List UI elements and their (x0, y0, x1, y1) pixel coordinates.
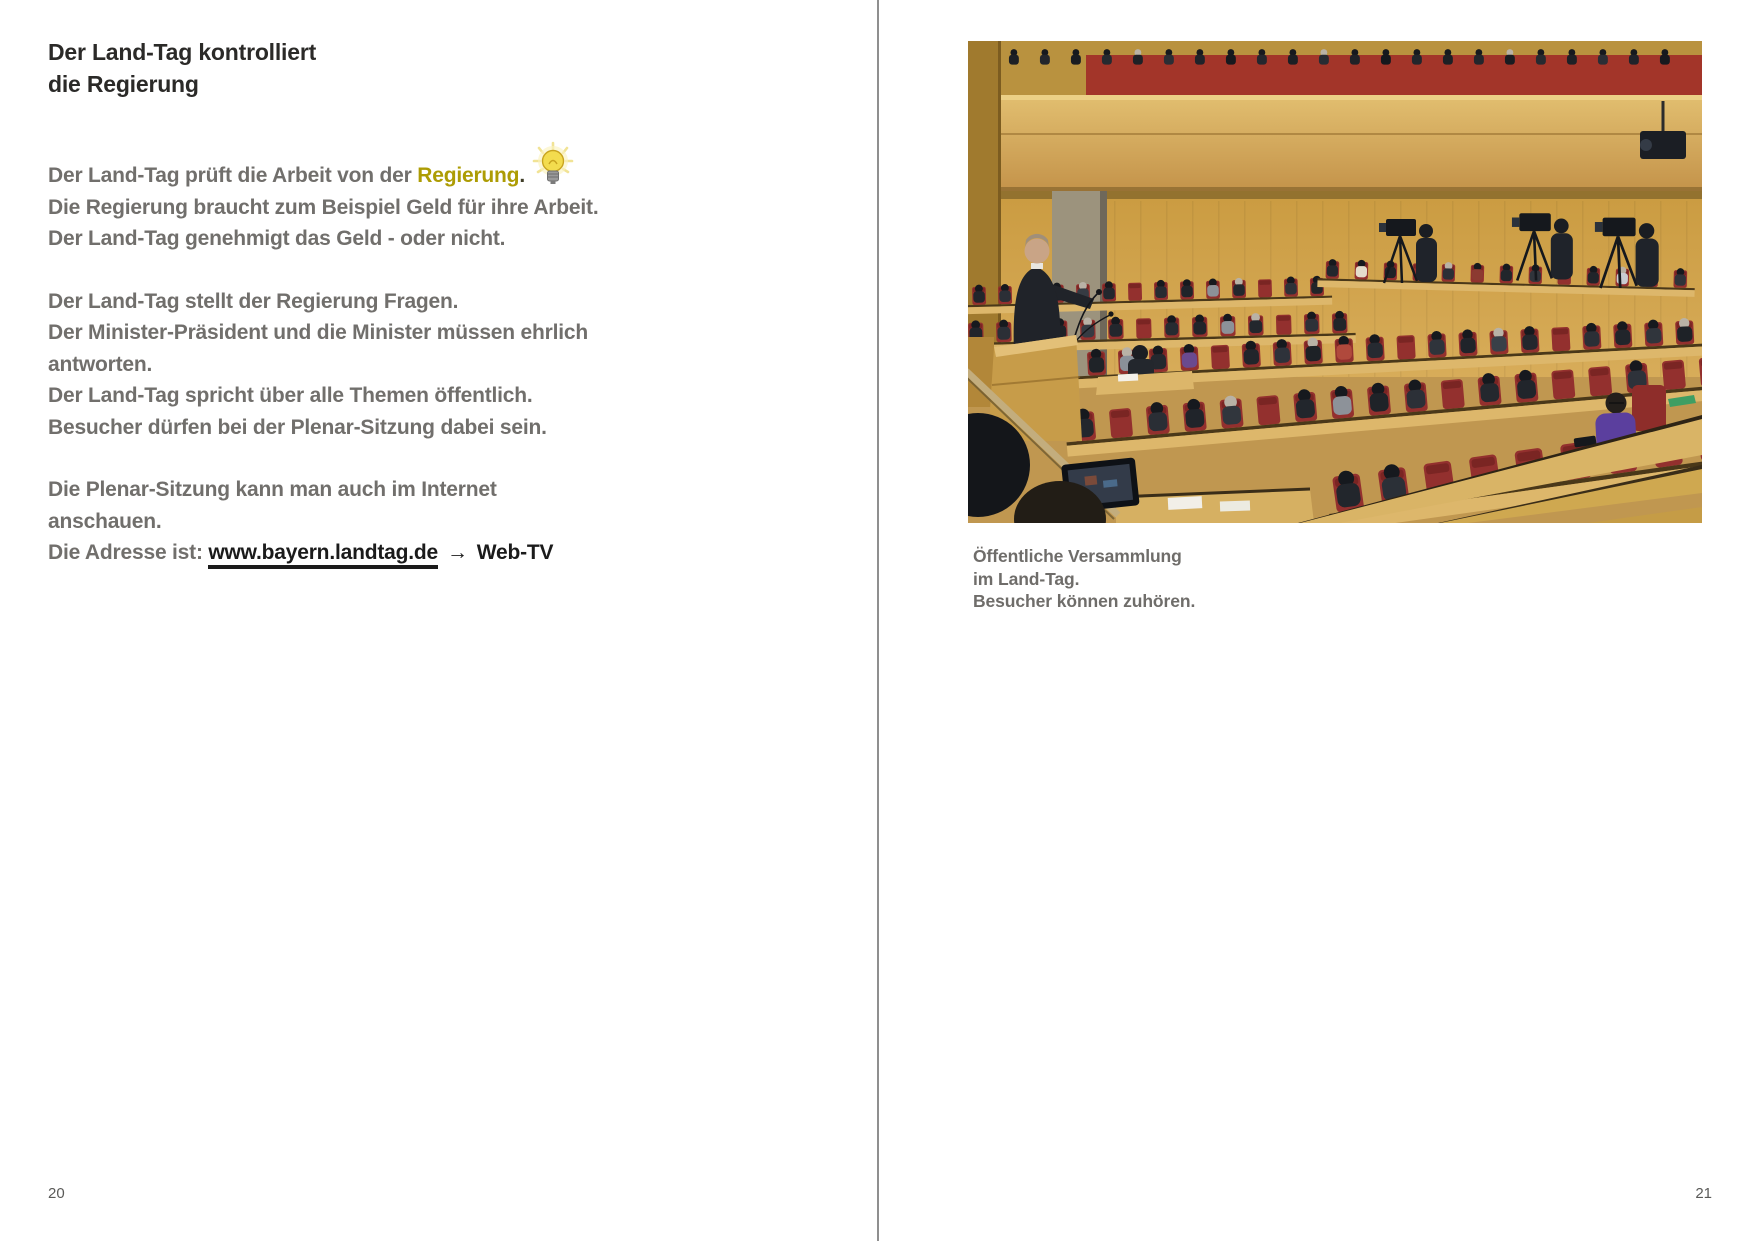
address-prefix: Die Adresse ist: (48, 541, 209, 564)
text-lead: Der Land-Tag prüft die Arbeit von der (48, 164, 418, 187)
highlight-period: . (519, 164, 525, 187)
page-title-line2: die Regierung (48, 71, 199, 97)
paragraph-2-line5: Besucher dürfen bei der Plenar-Sitzung dabei sein. (48, 415, 547, 439)
paragraph-2-line4: Der Land-Tag spricht über alle Themen öffentlich. (48, 384, 533, 407)
highlight-word: Regierung (417, 164, 520, 187)
paragraph-2-line2: Der Minister-Präsident und die Minister müssen ehrlich (48, 321, 588, 344)
paragraph-3-line1: Die Plenar-Sitzung kann man auch im Internet (48, 478, 497, 501)
caption-line3: Besucher können zuhören. (973, 591, 1196, 611)
address-line (48, 537, 738, 569)
paragraph-1-line3: Der Land-Tag genehmigt das Geld - oder nicht. (48, 227, 506, 250)
speaker-head (1025, 239, 1050, 264)
paragraph-3-line2: anschauen. (48, 509, 162, 533)
paragraph-2-line3: antworten. (48, 352, 153, 376)
page-title (48, 36, 316, 100)
caption-line1: Öffentliche Versammlung (973, 546, 1182, 566)
photo-caption (973, 545, 1195, 613)
body-text (48, 160, 738, 600)
page-number-left: 20 (48, 1185, 65, 1202)
plenary-hall-illustration (968, 41, 1702, 523)
paragraph-1-line2: Die Regierung braucht zum Beispiel Geld für ihre Arbeit. (48, 195, 599, 219)
page-number-right: 21 (1695, 1185, 1712, 1202)
paragraph-2 (48, 286, 738, 444)
landtag-url-link[interactable]: www.bayern.landtag.de (208, 541, 438, 569)
lightbulb-icon (530, 141, 576, 193)
paragraph-1-line1 (48, 160, 738, 192)
web-tv-label: Web-TV (476, 541, 554, 564)
paragraph-3 (48, 474, 738, 569)
page-divider (877, 0, 879, 1241)
caption-line2: im Land-Tag. (973, 568, 1080, 589)
gallery-red-band (1086, 55, 1702, 95)
arrow-right-icon: → (446, 541, 468, 564)
paragraph-1 (48, 160, 738, 255)
plenary-hall-photo (968, 41, 1702, 523)
page-title-line1: Der Land-Tag kontrolliert (48, 39, 317, 65)
gallery-parapet (968, 95, 1702, 191)
paragraph-2-line1: Der Land-Tag stellt der Regierung Fragen. (48, 289, 459, 313)
